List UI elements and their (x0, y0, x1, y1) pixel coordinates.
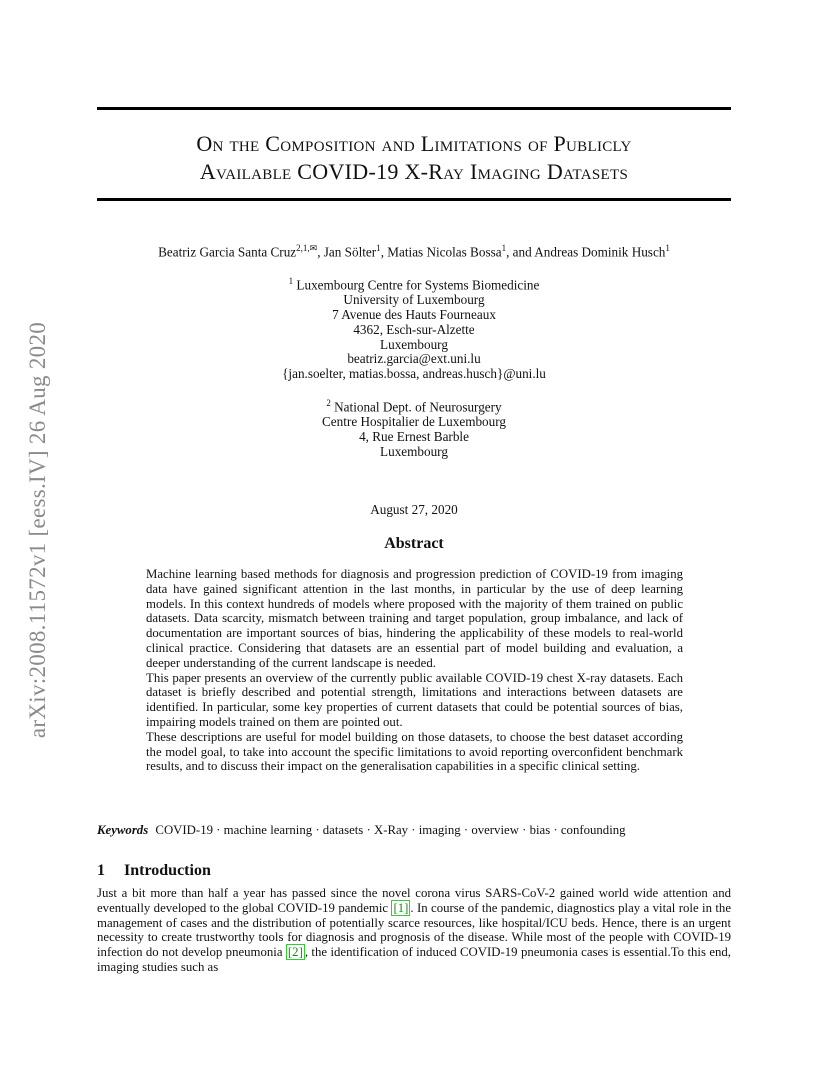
affil-mark: 2 (326, 398, 331, 408)
keywords-label: Keywords (97, 823, 149, 837)
affil-email: {jan.soelter, matias.bossa, andreas.husch}@uni.lu (282, 366, 546, 382)
affil-email: beatriz.garcia@ext.uni.lu (347, 351, 481, 367)
title-line-2: Available COVID-19 X-Ray Imaging Datasets (199, 159, 629, 184)
author-affil-mark: 1 (665, 243, 670, 253)
intro-text: , the identification of induced COVID-19 pneumonia cases is essential.To this end, imaging studies such as (97, 945, 731, 974)
arxiv-identifier: arXiv:2008.11572v1 [eess.IV] 26 Aug 2020 (25, 321, 50, 739)
affil-line: Luxembourg Centre for Systems Biomedicine (296, 277, 540, 293)
title-line-1: On the Composition and Limitations of Publicly (196, 131, 632, 156)
affil-line: Luxembourg (380, 336, 448, 352)
author-name: Matias Nicolas Bossa (387, 244, 502, 260)
arxiv-side-stamp (23, 280, 53, 780)
section-title: Introduction (124, 862, 211, 879)
affiliation-1 (97, 274, 731, 382)
citation-link[interactable]: [1] (393, 900, 409, 915)
author-affil-mark: 1 (501, 243, 507, 253)
title-rule-bottom (97, 198, 731, 201)
affil-line: Centre Hospitalier de Luxembourg (322, 414, 506, 430)
publication-date: August 27, 2020 (370, 502, 458, 517)
keywords-line (97, 823, 731, 838)
author-affil-mark: 1 (376, 243, 381, 253)
title-rule-top (97, 107, 731, 110)
abstract-heading: Abstract (384, 535, 444, 552)
introduction-text (97, 886, 731, 975)
author-name: Beatriz Garcia Santa Cruz (158, 244, 297, 260)
intro-text: . In course of the pandemic, diagnostics play a vital role in the management of cases and the distribution of potentially scarce resources, like hospital/ICU beds. Hence, there is an urgent necessity to create trustworthy tools for diagnosis and prognosis of the disease. While most of the people with COVID-19 infection do not develop pneumonia (97, 900, 731, 960)
affil-line: University of Luxembourg (343, 292, 485, 308)
abstract-body (146, 567, 683, 774)
affil-mark: 1 (288, 276, 294, 286)
author-name: Andreas Dominik Husch (534, 244, 666, 260)
affil-line: 7 Avenue des Hauts Fourneaux (332, 306, 496, 322)
affiliation-2 (97, 396, 731, 460)
affil-line: Luxembourg (380, 443, 448, 459)
paper-title (97, 130, 731, 186)
intro-text: Just a bit more than half a year has passed since the novel corona virus SARS-CoV-2 gained world wide attention and eventually developed to the global COVID-19 pandemic (97, 886, 731, 915)
author-name: Jan Sölter (323, 244, 377, 260)
abstract-paragraph: These descriptions are useful for model building on those datasets, to choose the best dataset according the model goal, to take into account the specific limitations to avoid reporting overconfident benchmark results, and to discuss their impact on the generalisation capabilities in a specific clinical setting. (146, 729, 683, 774)
affil-line: 4362, Esch-sur-Alzette (353, 321, 475, 337)
citation-link[interactable]: [2] (287, 945, 303, 960)
section-heading (97, 862, 211, 880)
section-number: 1 (97, 862, 105, 879)
author-affil-mark: 2,1,✉ (296, 243, 318, 253)
affil-line: National Dept. of Neurosurgery (334, 399, 502, 415)
abstract-paragraph: This paper presents an overview of the currently public available COVID-19 chest X-ray datasets. Each dataset is briefly described and potential strength, limitations and interactions between datasets are identified. In particular, some key properties of current datasets that could be potential sources of bias, impairing models trained on them are pointed out. (146, 670, 683, 729)
keywords-text: COVID-19 · machine learning · datasets · X-Ray · imaging · overview · bias · confounding (155, 823, 626, 837)
affil-line: 4, Rue Ernest Barble (359, 428, 469, 444)
author-list: Beatriz Garcia Santa Cruz$^{2,1,✉}$, Jan Sölter$^1$, Matias Nicolas Bossa$^1$, and Andreas Dominik Husch$^1$ (158, 243, 670, 260)
abstract-paragraph: Machine learning based methods for diagnosis and progression prediction of COVID-19 from imaging data have gained significant attention in the last months, in particular by the use of deep learning models. In this context hundreds of models where proposed with the majority of them trained on public datasets. Data scarcity, mismatch between training and target population, group imbalance, and lack of documentation are important sources of bias, hindering the applicability of these models to real-world clinical practice. Considering that datasets are an essential part of model building and evaluation, a deeper understanding of the current landscape is needed. (146, 567, 683, 670)
